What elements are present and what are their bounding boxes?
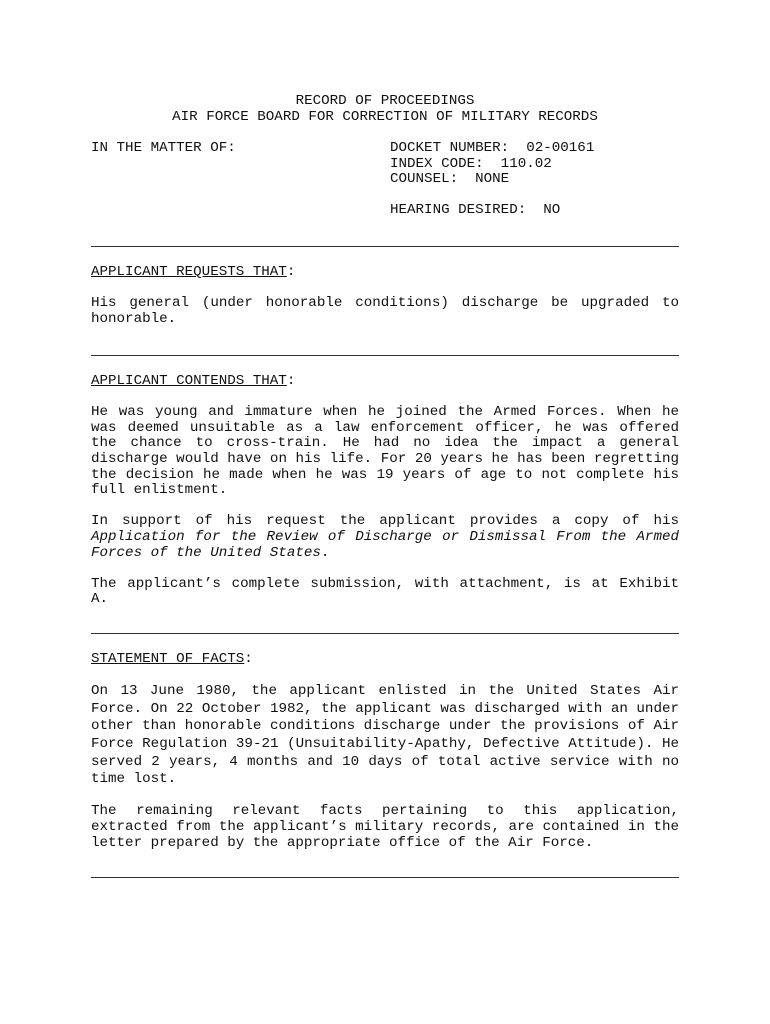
matter-block <box>91 141 679 221</box>
requests-text: His general (under honorable conditions) discharge be upgraded to honorable. <box>91 295 679 327</box>
requests-heading: APPLICANT REQUESTS THAT: <box>91 264 296 280</box>
header-title: RECORD OF PROCEEDINGS <box>295 93 475 109</box>
divider <box>91 246 679 247</box>
contends-heading: APPLICANT CONTENDS THAT: <box>91 373 296 389</box>
hearing-desired: HEARING DESIRED: NO <box>390 202 561 219</box>
requests-section <box>91 265 679 327</box>
facts-heading: STATEMENT OF FACTS: <box>91 651 253 667</box>
facts-section <box>91 652 679 851</box>
facts-paragraph-1: On 13 June 1980, the applicant enlisted in the United States Air Force. On 22 October 1982, the applicant was discharged with an under other than honorable conditions discharge under the provisions of Air Force Regulation 39-21 (Unsuitability-Apathy, Defective Attitude). He served 2 years, 4 months and 10 days of total active service with no time lost. <box>91 683 679 788</box>
docket-number: DOCKET NUMBER: 02-00161 <box>390 140 595 156</box>
divider <box>91 633 679 634</box>
header-board-name: AIR FORCE BOARD FOR CORRECTION OF MILITARY RECORDS <box>172 108 598 125</box>
document-header <box>91 94 679 125</box>
divider <box>91 877 679 878</box>
matter-details <box>390 141 594 219</box>
contends-section <box>91 374 679 608</box>
facts-paragraph-2: The remaining relevant facts pertaining to this application, extracted from the applicant’s military records, are contained in the letter prepared by the appropriate office of the Air Force. <box>91 803 679 851</box>
counsel: COUNSEL: NONE <box>390 171 510 188</box>
index-code: INDEX CODE: 110.02 <box>390 155 552 172</box>
contends-paragraph-3: The applicant’s complete submission, with attachment, is at Exhibit A. <box>91 575 679 608</box>
contends-paragraph-1: He was young and immature when he joined the Armed Forces. When he was deemed unsuitable as a law enforcement officer, he was offered the chance to cross-train. He had no idea the impact a general discharge would have on his life. For 20 years he has been regretting the decision he made when he was 19 years of age to not complete his full enlistment. <box>91 404 679 499</box>
contends-paragraph-2: In support of his request the applicant provides a copy of his Application for the Review of Discharge or Dismissal From the Armed Forces of the United States. <box>91 513 679 561</box>
application-title: Application for the Review of Discharge or Dismissal From the Armed Forces of the United States <box>91 528 679 561</box>
matter-label: IN THE MATTER OF: <box>91 140 236 156</box>
divider <box>91 355 679 356</box>
